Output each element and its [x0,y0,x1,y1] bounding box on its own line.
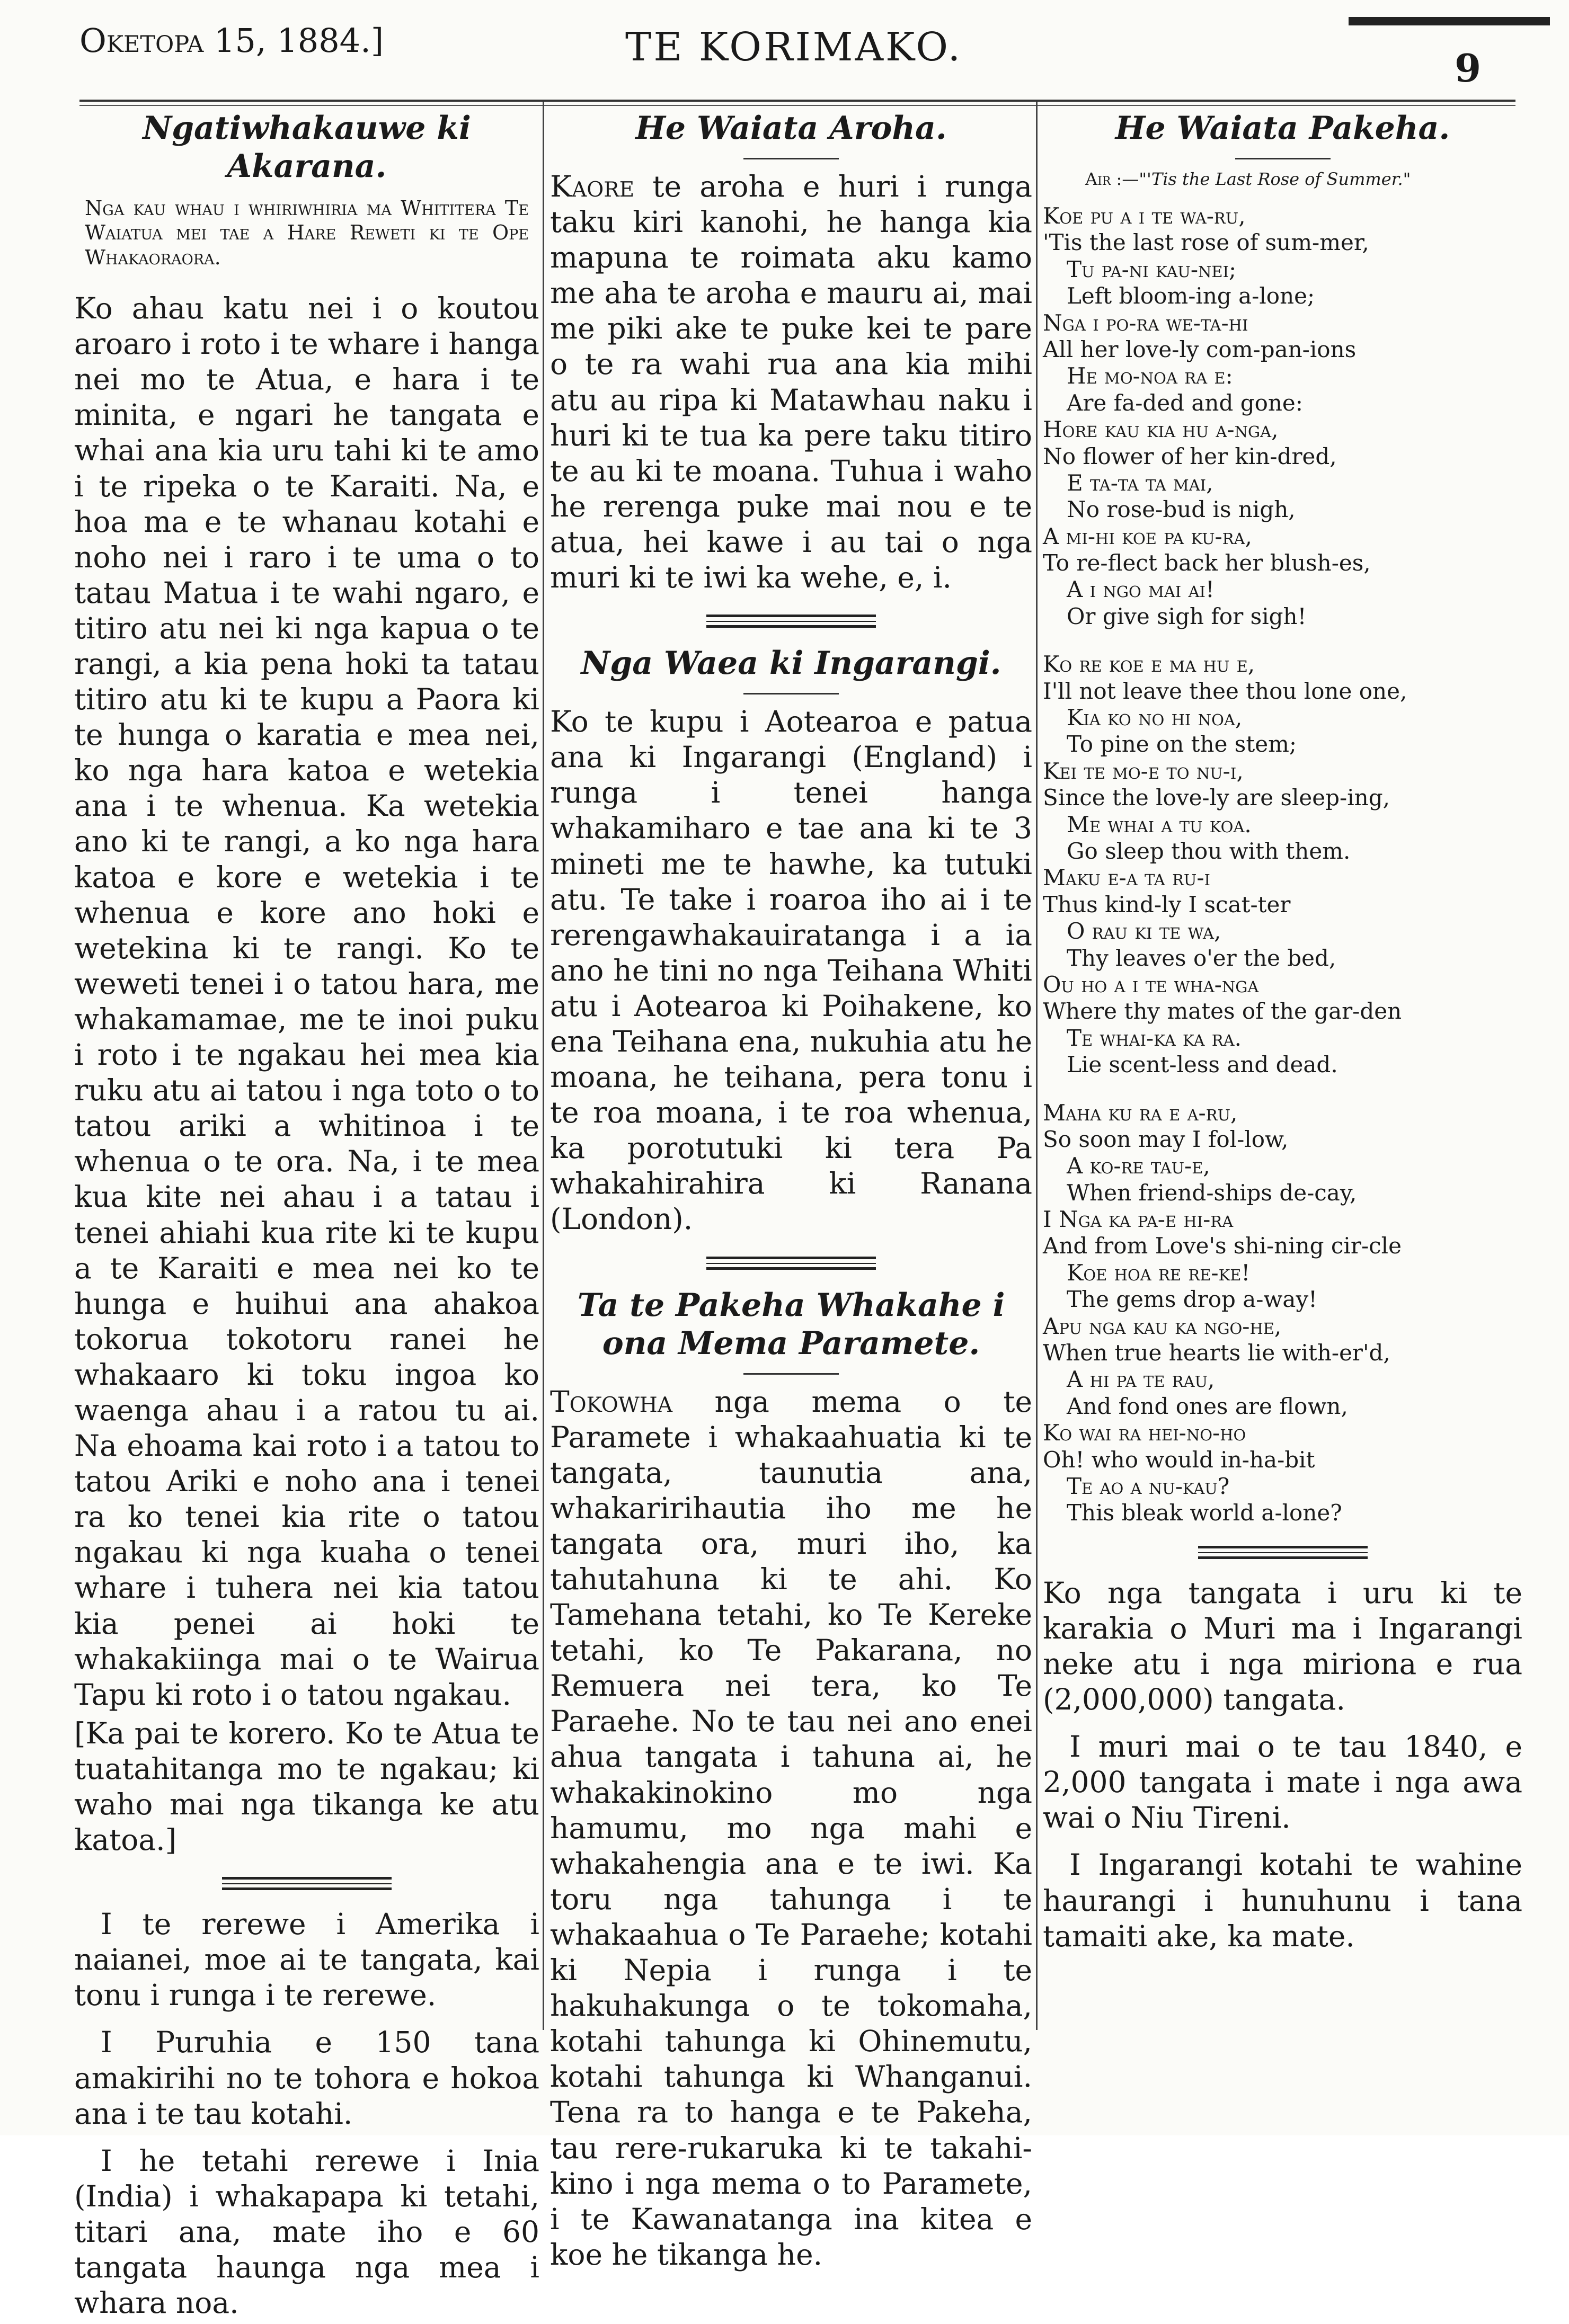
lyric-line-maori: A mi-hi koe pa ku-ra, [1043,523,1252,549]
article-body [550,169,1032,595]
lyric-line-maori: Kia ko no hi noa, [1067,705,1243,731]
article-title: Ngatiwhakauwe ki Akarana. [143,110,471,185]
article-paragraph [550,169,1032,595]
column-right [1043,95,1522,1957]
lyric-line-maori: Te whai-ka ka ra. [1067,1025,1242,1051]
lyric-line-maori: Ko wai ra hei-no-ho [1043,1420,1246,1446]
lyric-line-english: When friend-ships de-cay, [1067,1179,1357,1206]
column-divider [543,102,544,2030]
section-separator [222,1872,392,1893]
lyric-line-english: Oh! who would in-ha-bit [1043,1446,1315,1473]
lyric-line-english: Since the love-ly are sleep-ing, [1043,785,1390,811]
song-air [1085,169,1522,189]
lyric-line-english: This bleak world a-lone? [1067,1500,1342,1526]
lyric-line-english: Go sleep thou with them. [1067,838,1351,864]
column-divider [1036,102,1038,2030]
section-separator [706,609,876,630]
article-body [74,291,539,1858]
lyric-line-english: To re-flect back her blush-es, [1043,550,1371,576]
title-rule [743,693,839,694]
lyric-line-maori: He mo-noa ra e: [1067,363,1233,389]
lyric-line-maori: O rau ki te wa, [1067,918,1221,945]
lyric-line-english: No rose-bud is nigh, [1067,496,1296,523]
page-number: 9 [1455,46,1482,91]
article-body [550,1384,1032,2273]
lyric-line-english: All her love-ly com-pan-ions [1043,336,1357,362]
lyric-line-english: When true hearts lie with-er'd, [1043,1340,1390,1366]
lyric-line-english: 'Tis the last rose of sum-mer, [1043,229,1369,256]
column-middle [550,95,1032,2276]
article-paragraph: Ko ahau katu nei i o koutou aroaro i roto i te whare i hanga nei mo te Atua, e hara i te minita, e ngari he tangata e whai ana kia uru tahi ki te amo i te ripeka o te Karaiti. Na, e hoa ma e te whanau kotahi e noho nei i raro i te uma o to tatau Matua i te wahi ngaro, e titiro atu nei ki nga kapua o te rangi, a kia pena hoki ta tatau titiro atu ki te kupu a Paora ki te hunga o karatia e mea nei, ko nga hara katoa e wetekia ana i te whenua. Ka wetekia ano ki te rangi, a ko nga hara katoa e kore e wetekia i te whenua e kore ano hoki e wetekina ki te rangi. Ko te weweti tenei i o tatou hara, me whakamamae, me te inoi puku i roto i te ngakau hei mea kia ruku atu ai tatou i nga toto o to tatou ariki a whitinoa i te whenua o te ora. Na, i te mea kua kite nei ahau i a tatau i tenei ahiahi kua rite ki te kupu a te Karaiti e mea nei ko te hunga e huihui ana ahakoa tokorua tokotoru ranei he whakaaro ki toku ingoa ko waenga ahau i a ratou tu ai. Na ehoama kai roto i a tatou to tatou Ariki e noho ana i tenei ra ko tenei kia rite o tatou ngakau ki nga kuaha o tenei whare i tuhera nei kia tatou kia penei ai hoki te whakakiinga mai o te Wairua Tapu ki roto i o tatou ngakau. [74,291,539,1712]
news-item: I he tetahi rerewe i Inia (India) i whakapapa ki tetahi, titari ana, mate iho e 60 tangata haunga nga mea i whara noa. [74,2143,539,2320]
paragraph-text: nga mema o te Paramete i whakaahuatia ki te tangata, taunutia ana, whakaririhautia iho me he tangata ora, muri iho, ka tahutahuna ki te ahi. Ko Tamehana tetahi, ko Te Kereke tetahi, ko Te Pakarana, no Remuera nei tera, ko Te Paraehe. No te tau nei ano enei ahua tangata i tahuna ai, he whakakinokino mo nga hamumu, mo nga mahi e whakahengia ana e te iwi. Ka toru nga tahunga i te whakaahua o Te Paraehe; kotahi ki Nepia i runga i te hakuhakunga o te tokomaha, kotahi tahunga ki Ohinemutu, kotahi tahunga ki Whanganui. Tena ra to hanga e te Pakeha, tau rere-rukaruka ki te takahi-kino i nga mema o to Paramete, i te Kawanatanga ina kitea e koe he tikanga he. [550,1384,1032,2272]
news-item: Ko nga tangata i uru ki te karakia o Muri ma i Ingarangi neke atu i nga miriona e rua (2,000,000) tangata. [1043,1575,1522,1717]
lyric-line-maori: Tu pa-ni kau-nei; [1067,256,1237,282]
lyric-line-maori: Hore kau kia hu a-nga, [1043,416,1279,443]
article-paragraph [550,1384,1032,2273]
article-title: Ta te Pakeha Whakahe i ona Mema Paramete. [577,1286,1005,1362]
lyric-line-maori: A ko-re tau-e, [1067,1153,1210,1179]
lyric-line-english: And from Love's shi-ning cir-cle [1043,1233,1402,1259]
lyric-line-english: And fond ones are flown, [1067,1393,1348,1419]
lead-word: Kaore [550,170,635,203]
section-separator [706,1251,876,1272]
song-lyrics [1043,203,1522,1527]
section-separator [1198,1541,1368,1562]
lyric-line-maori: Maku e-a ta ru-i [1043,865,1210,891]
news-items [1043,1575,1522,1954]
lyric-line-english: The gems drop a-way! [1067,1286,1318,1313]
lyric-line-english: So soon may I fol-low, [1043,1126,1289,1152]
lyric-line-english: To pine on the stem; [1067,731,1297,758]
news-item: I muri mai o te tau 1840, e 2,000 tangata i mate i nga awa wai o Niu Tireni. [1043,1730,1522,1835]
paragraph-text: te aroha e huri i runga taku kiri kanohi, he hanga kia mapuna te roimata aku kamo me aha te aroha e mauru ai, mai me piki ake te puke kei te pare o te ra wahi rua ana kia mihi atu au ripa ki Matawhau naku i huri ki te tua ka pere taku titiro te au ki te moana. Tuhua i waho he rerenga puke mai nou e te atua, hei kawe i au tai o nga muri ki te iwi ka wehe, e, i. [550,170,1032,595]
lyric-line-english: Lie scent-less and dead. [1067,1052,1338,1078]
article-dek: Nga kau whau i whiriwhiria ma Whititera Te Waiatua mei tae a Hare Reweti ki te Ope Whakaoraora. [85,197,529,269]
column-left [74,95,539,2324]
article-paragraph: Ko te kupu i Aotearoa e patua ana ki Ingarangi (England) i runga i tenei hanga whakamiharo e tae ana ki te 3 mineti me te hawhe, ka tutuki atu. Te take i roaroa iho ai i te rerengawhakauiratanga i a ia ano he tini no nga Teihana Whiti atu i Aotearoa ki Poihakene, ko ena Teihana ena, nukuhia atu he moana, he teihana, pera tonu i te roa moana, i te roa whenua, ka porotutuki ki tera Pa whakahirahira ki Ranana (London). [550,705,1032,1236]
news-items [74,1907,539,2321]
lyric-line-maori: Koe hoa re re-ke! [1067,1259,1251,1286]
stanza-gap [1043,1079,1522,1100]
lyric-line-maori: A i ngo mai ai! [1067,576,1215,603]
lyric-line-english: No flower of her kin-dred, [1043,443,1337,469]
lyric-line-english: Left bloom-ing a-lone; [1067,283,1315,309]
lyric-line-maori: Kei te mo-e to nu-i, [1043,758,1244,784]
lyric-line-english: Or give sigh for sigh! [1067,603,1307,629]
title-rule [1235,158,1331,159]
lyric-line-english: Thy leaves o'er the bed, [1067,945,1336,971]
issue-date: Oketopa 15, 1884.] [79,21,384,60]
news-item: I te rerewe i Amerika i naianei, moe ai te tangata, kai tonu i runga i te rerewe. [74,1907,539,2013]
header-bar [1349,17,1550,25]
lyric-line-maori: Apu nga kau ka ngo-he, [1043,1313,1282,1339]
lyric-line-maori: E ta-ta ta mai, [1067,469,1213,496]
lyric-line-maori: A hi pa te rau, [1067,1366,1215,1393]
lyric-line-english: Where thy mates of the gar-den [1043,998,1402,1025]
lead-word: Tokowha [550,1384,672,1419]
article-body [550,704,1032,1237]
air-name: "'Tis the Last Rose of Summer." [1139,169,1411,189]
article-title: Nga Waea ki Ingarangi. [581,645,1001,682]
stanza-gap [1043,630,1522,651]
lyric-line-english: Are fa-ded and gone: [1067,389,1303,416]
lyric-line-maori: Te ao a nu-kau? [1067,1473,1230,1499]
news-item: I Ingarangi kotahi te wahine haurangi i hunuhunu i tana tamaiti ake, ka mate. [1043,1848,1522,1953]
title-rule [743,158,839,159]
lyric-line-english: I'll not leave thee thou lone one, [1043,678,1407,704]
title-rule [743,1373,839,1375]
song-title: He Waiata Pakeha. [1115,110,1450,147]
lyric-line-maori: Ou ho a i te wha-nga [1043,971,1259,998]
news-item: I Puruhia e 150 tana amakirihi no te tohora e hokoa ana i te tau kotahi. [74,2025,539,2131]
lyric-line-maori: Koe pu a i te wa-ru, [1043,203,1246,229]
article-title: He Waiata Aroha. [635,110,947,147]
lyric-line-maori: Nga i po-ra we-ta-hi [1043,309,1248,336]
editor-note: [Ka pai te korero. Ko te Atua te tuatahitanga mo te ngakau; ki waho mai nga tikanga ke atu katoa.] [74,1716,539,1857]
lyric-line-maori: Ko re koe e ma hu e, [1043,651,1255,678]
lyric-line-maori: Maha ku ra e a-ru, [1043,1099,1238,1126]
lyric-line-maori: I Nga ka pa-e hi-ra [1043,1206,1234,1233]
masthead-title: TE KORIMAKO. [625,24,963,70]
lyric-line-maori: Me whai a tu koa. [1067,811,1252,838]
lyric-line-english: Thus kind-ly I scat-ter [1043,891,1291,918]
air-label: Air :— [1085,169,1139,189]
